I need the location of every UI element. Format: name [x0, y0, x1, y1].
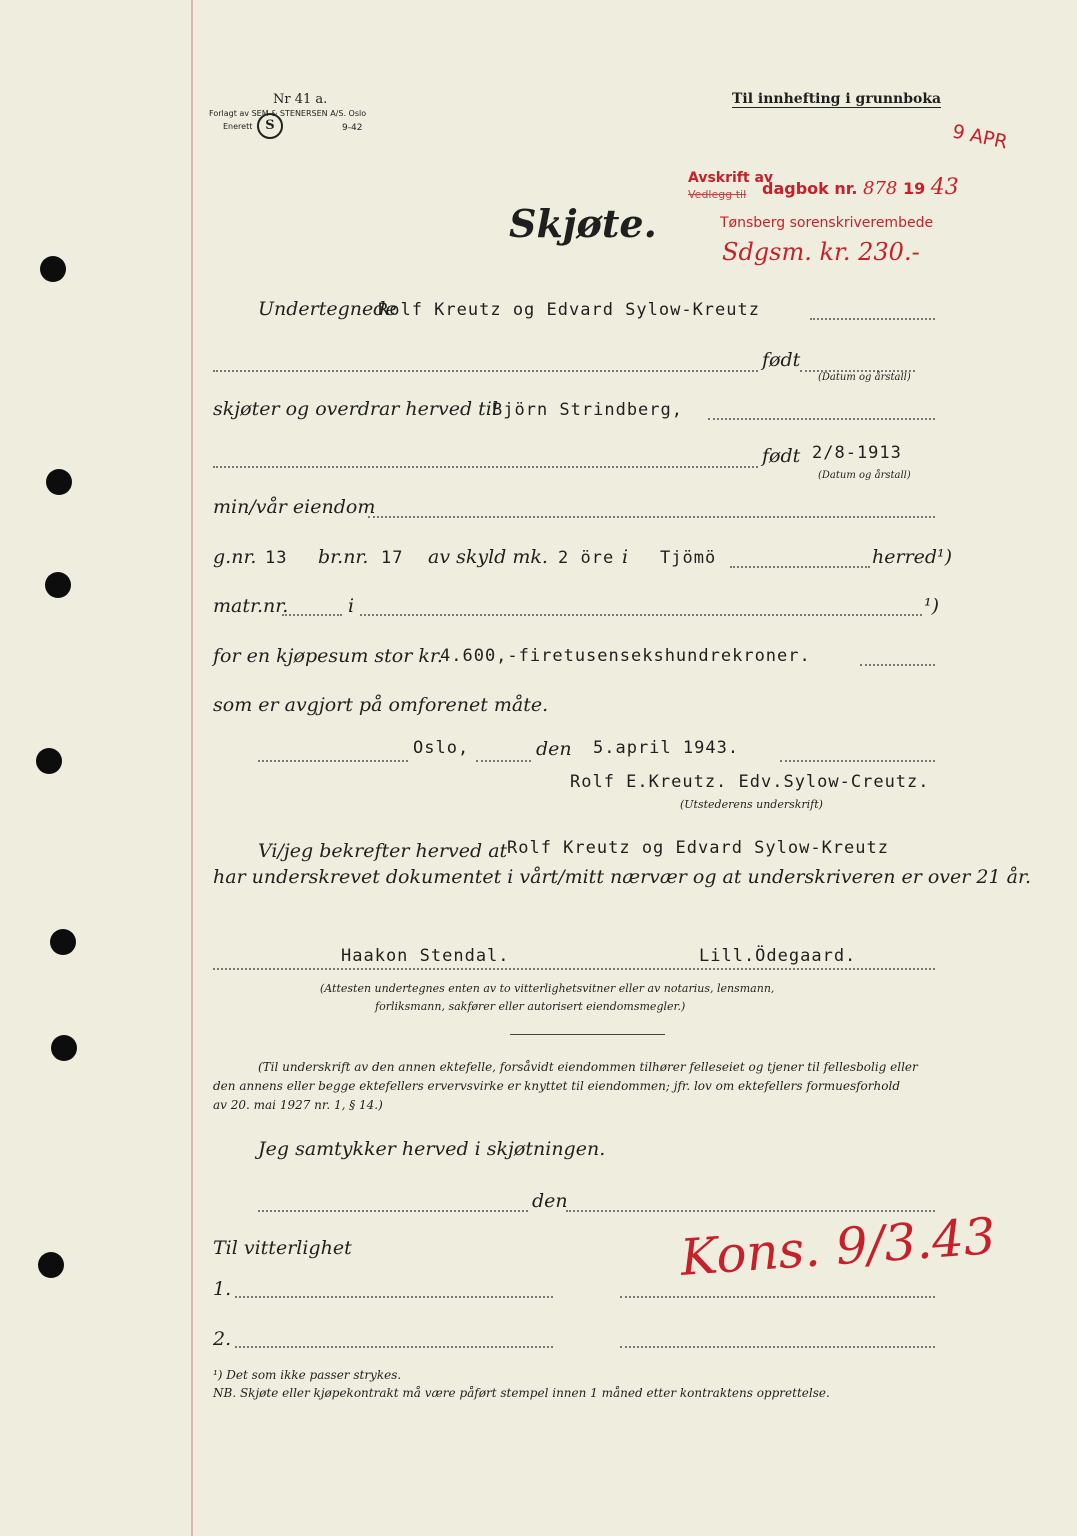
binder-hole [40, 256, 66, 282]
seller-signatures: Rolf E.Kreutz. Edv.Sylow-Creutz. [570, 772, 930, 792]
spouse-note-3: av 20. mai 1927 nr. 1, § 14.) [213, 1098, 383, 1112]
dotted-line [620, 1346, 935, 1348]
stamp-fee: Sdgsm. kr. 230.- [722, 238, 920, 266]
stamp-dagbok [762, 175, 959, 200]
undertegnede-label: Undertegnede [258, 298, 397, 320]
binder-hole [51, 1035, 77, 1061]
datum-hint-2: (Datum og årstall) [818, 470, 911, 481]
dotted-line [360, 614, 922, 616]
document-title: Skjøte. [509, 201, 657, 246]
dotted-line [213, 370, 758, 372]
signatures-hint: (Utstederens underskrift) [680, 798, 823, 811]
dotted-line [708, 418, 935, 420]
confirm-text: har underskrevet dokumentet i vårt/mitt nærvær og at underskriveren er over 21 år. [213, 866, 1031, 888]
dotted-line [368, 516, 935, 518]
dotted-line [282, 614, 342, 616]
spouse-note-1: (Til underskrift av den annen ektefelle, forsåvidt eiendommen tilhører felleseiet og tjener til fellesbolig eller [258, 1060, 918, 1074]
footer-note-2: NB. Skjøte eller kjøpekontrakt må være påført stempel innen 1 måned etter kontraktens opprettelse. [213, 1386, 830, 1400]
binder-hole [38, 1252, 64, 1278]
dotted-line [620, 1296, 935, 1298]
dotted-line [235, 1296, 553, 1298]
confirmed-names: Rolf Kreutz og Edvard Sylow-Kreutz [507, 838, 889, 858]
matr-i-label: i [348, 595, 355, 617]
dotted-line [810, 318, 935, 320]
witness-1-name: Haakon Stendal. [341, 946, 510, 966]
price-label: for en kjøpesum stor kr. [213, 645, 443, 667]
matrnr-label: matr.nr. [213, 595, 289, 617]
dotted-line [780, 760, 935, 762]
buyer-birthdate: 2/8-1913 [812, 443, 902, 463]
transfer-label: skjøter og overdrar herved til [213, 398, 498, 420]
buyer-name: Björn Strindberg, [492, 400, 683, 420]
fodt-label-2: født [762, 445, 801, 467]
binder-hole [46, 469, 72, 495]
dotted-line [235, 1346, 553, 1348]
signing-date: 5.april 1943. [593, 738, 740, 758]
brnr-value: 17 [381, 548, 404, 568]
dotted-line [213, 968, 935, 970]
filing-note: Til innhefting i grunnboka [732, 91, 942, 107]
publisher-logo: S [257, 113, 283, 139]
witness-line-2-number: 2. [213, 1328, 232, 1350]
dotted-line [258, 1210, 528, 1212]
attest-note-2: forliksmann, sakfører eller autorisert eiendomsmegler.) [375, 1000, 686, 1013]
price-value: 4.600,-firetusensekshundrekroner. [440, 646, 811, 666]
spouse-den-label: den [532, 1190, 568, 1212]
brnr-label: br.nr. [318, 546, 369, 568]
skyld-value: 2 öre [558, 548, 615, 568]
separator-line [510, 1034, 665, 1035]
witness-line-1-number: 1. [213, 1278, 232, 1300]
stamp-year: 43 [930, 175, 959, 200]
sellers-names: Rolf Kreutz og Edvard Sylow-Kreutz [378, 300, 760, 320]
signing-place: Oslo, [413, 738, 470, 758]
gnr-value: 13 [265, 548, 288, 568]
publisher-enerett: Enerett [223, 122, 253, 131]
binder-hole [36, 748, 62, 774]
stamp-avskrift: Avskrift av [688, 170, 774, 186]
red-handwritten-note: Kons. 9/3.43 [678, 1207, 998, 1287]
skyld-label: av skyld mk. [428, 546, 548, 568]
binder-hole [50, 929, 76, 955]
spouse-note-2: den annens eller begge ektefellers ervervsvirke er knyttet til eiendommen; jfr. lov om ektefellers formuesforhold [213, 1079, 900, 1093]
publisher-line [209, 109, 366, 118]
settled-text: som er avgjort på omforenet måte. [213, 694, 549, 716]
dotted-line [258, 760, 408, 762]
witness-2-name: Lill.Ödegaard. [699, 946, 857, 966]
publisher-name: Forlagt av SEM & STENERSEN A/S. Oslo [209, 109, 367, 118]
property-label: min/vår eiendom [213, 496, 376, 518]
attest-note-1: (Attesten undertegnes enten av to vitterlighetsvitner eller av notarius, lensmann, [320, 982, 775, 995]
consent-text: Jeg samtykker herved i skjøtningen. [258, 1138, 606, 1160]
til-vitterlighet: Til vitterlighet [213, 1237, 352, 1259]
dotted-line [730, 566, 870, 568]
stamp-dagbok-label: dagbok nr. [762, 179, 858, 198]
stamp-office: Tønsberg sorenskriverembede [720, 215, 934, 231]
form-number: Nr 41 a. [273, 92, 328, 107]
dotted-line [213, 466, 758, 468]
matr-footnote-ref: ¹) [924, 595, 940, 617]
stamp-dagbok-number: 878 [863, 178, 898, 199]
binder-hole [45, 572, 71, 598]
stamp-year-prefix: 19 [902, 179, 926, 198]
herred-name: Tjömö [660, 548, 717, 568]
stamp-vedlegg: Vedlegg til [688, 188, 747, 201]
stamp-date: 9 APR [950, 120, 1010, 154]
dotted-line [566, 1210, 935, 1212]
confirm-label: Vi/jeg bekrefter herved at [258, 840, 508, 862]
fodt-label: født [762, 349, 801, 371]
datum-hint: (Datum og årstall) [818, 372, 911, 383]
dotted-line [860, 664, 935, 666]
i-label: i [622, 546, 629, 568]
publisher-date: 9-42 [342, 123, 363, 133]
margin-rule [191, 0, 193, 1536]
herred-label: herred¹) [872, 546, 953, 568]
gnr-label: g.nr. [213, 546, 257, 568]
dotted-line [476, 760, 531, 762]
footer-note-1: ¹) Det som ikke passer strykes. [213, 1368, 402, 1382]
den-label: den [536, 738, 572, 760]
